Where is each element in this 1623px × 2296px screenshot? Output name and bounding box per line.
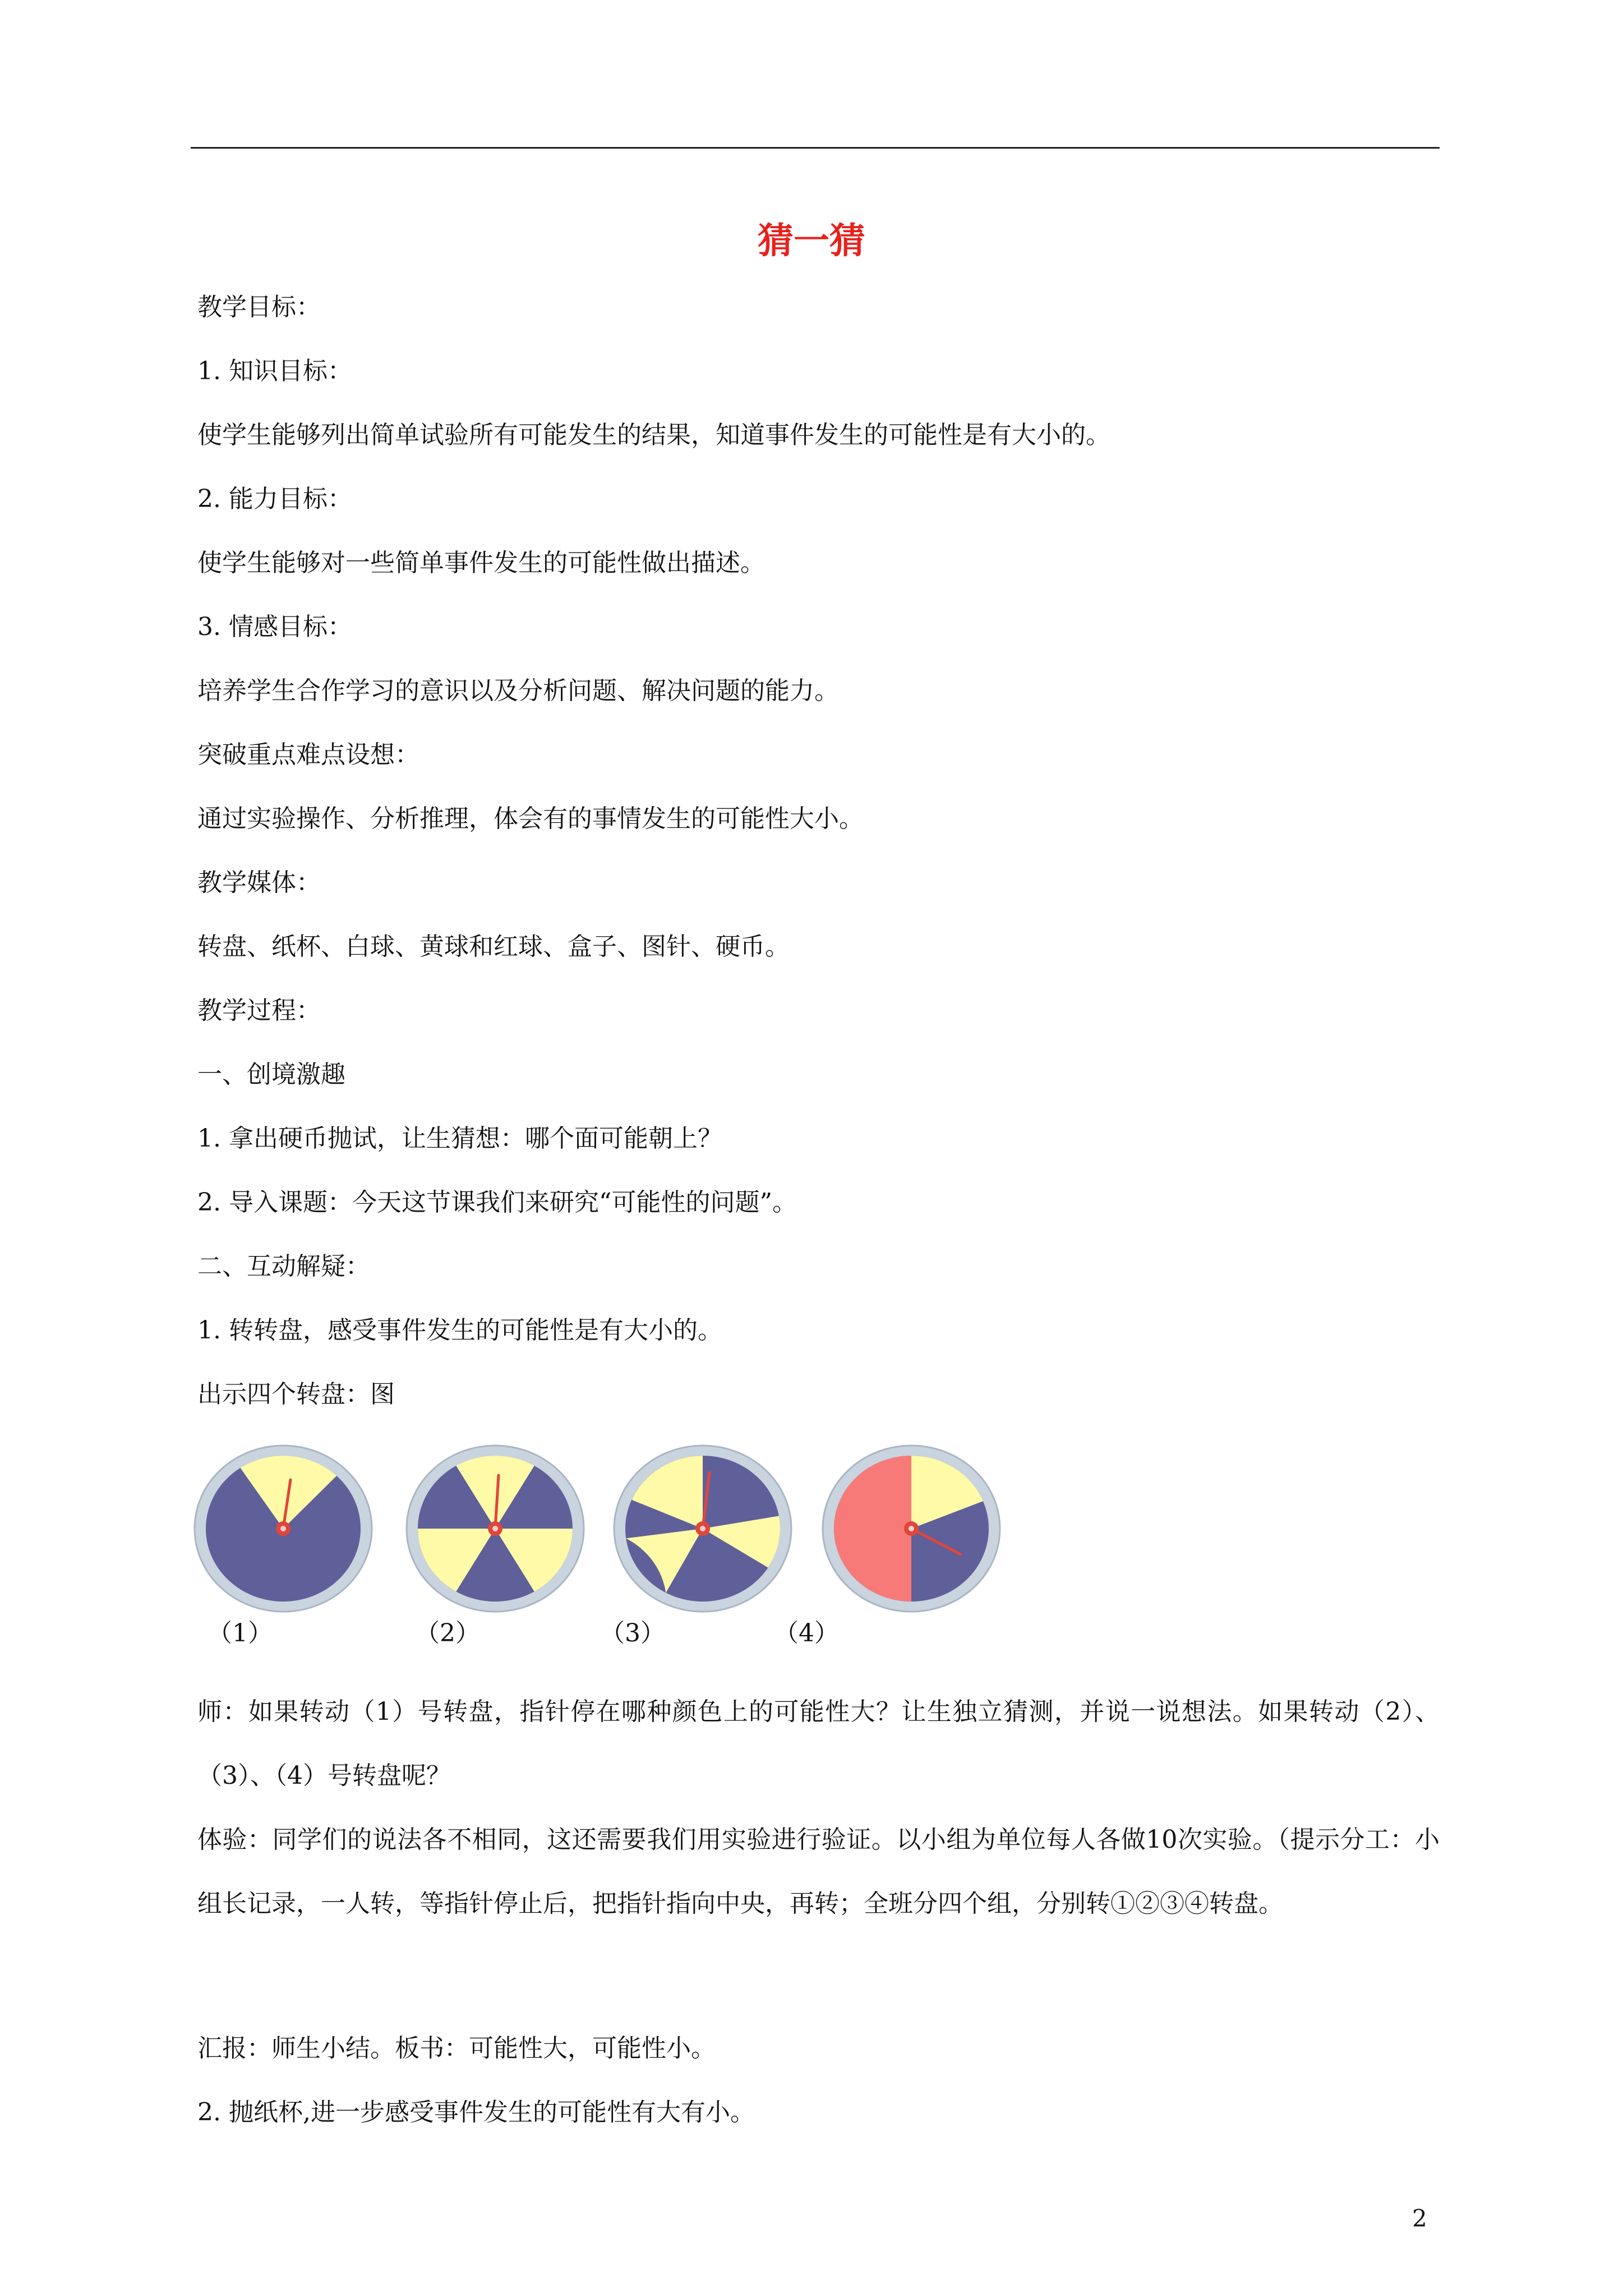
spinner-caption-3: （3）: [600, 1619, 665, 1648]
header-rule: [191, 147, 1440, 149]
part-1-heading: 一、创境激趣: [197, 1060, 345, 1089]
part-2-heading: 二、互动解疑：: [197, 1252, 370, 1281]
spinner-1: [193, 1444, 373, 1613]
spinner-figures: [193, 1444, 1012, 1613]
report-text: 汇报：师生小结。板书：可能性大，可能性小。: [197, 2034, 716, 2063]
page-number: 2: [1412, 2205, 1427, 2232]
key-points-heading: 突破重点难点设想：: [197, 740, 419, 769]
goal-2-label: 2. 能力目标：: [197, 485, 352, 513]
goals-heading: 教学目标：: [197, 293, 321, 321]
spinner-2: [405, 1444, 585, 1613]
goal-1-label: 1. 知识目标：: [197, 357, 352, 385]
spinner-caption-1: （1）: [208, 1619, 273, 1648]
spinner-caption-2: （2）: [415, 1619, 480, 1648]
spinners-intro: 出示四个转盘：图: [197, 1380, 395, 1409]
media-text: 转盘、纸杯、白球、黄球和红球、盒子、图针、硬币。: [197, 932, 790, 961]
part-1-step-2: 2. 导入课题：今天这节课我们来研究“可能性的问题”。: [197, 1188, 797, 1217]
goal-2-text: 使学生能够对一些简单事件发生的可能性做出描述。: [197, 549, 765, 577]
page-title: 猜一猜: [758, 220, 865, 262]
teacher-question-paragraph: 师：如果转动（1）号转盘，指针停在哪种颜色上的可能性大？让生独立猜测，并说一说想法。如果转动（2）、（3）、（4）号转盘呢？: [197, 1697, 1440, 1790]
media-heading: 教学媒体：: [197, 868, 321, 897]
spinner-4: [822, 1444, 1001, 1613]
goal-3-text: 培养学生合作学习的意识以及分析问题、解决问题的能力。: [197, 677, 839, 705]
goal-1-text: 使学生能够列出简单试验所有可能发生的结果，知道事件发生的可能性是有大小的。: [197, 421, 1110, 449]
experience-paragraph: 体验：同学们的说法各不相同，这还需要我们用实验进行验证。以小组为单位每人各做10次实验。（提示分工：小组长记录，一人转，等指针停止后，把指针指向中央，再转；全班分四个组，分别转①②③④转盘。: [197, 1825, 1440, 1918]
process-heading: 教学过程：: [197, 996, 321, 1025]
goal-3-label: 3. 情感目标：: [197, 613, 352, 641]
step-2-text: 2. 抛纸杯,进一步感受事件发生的可能性有大有小。: [197, 2098, 755, 2127]
part-1-step-1: 1. 拿出硬币抛试，让生猜想：哪个面可能朝上？: [197, 1124, 722, 1153]
key-points-text: 通过实验操作、分析推理，体会有的事情发生的可能性大小。: [197, 804, 864, 833]
spinner-caption-4: （4）: [774, 1619, 839, 1648]
part-2-step-1: 1. 转转盘，感受事件发生的可能性是有大小的。: [197, 1316, 722, 1345]
spinner-3: [613, 1444, 792, 1613]
